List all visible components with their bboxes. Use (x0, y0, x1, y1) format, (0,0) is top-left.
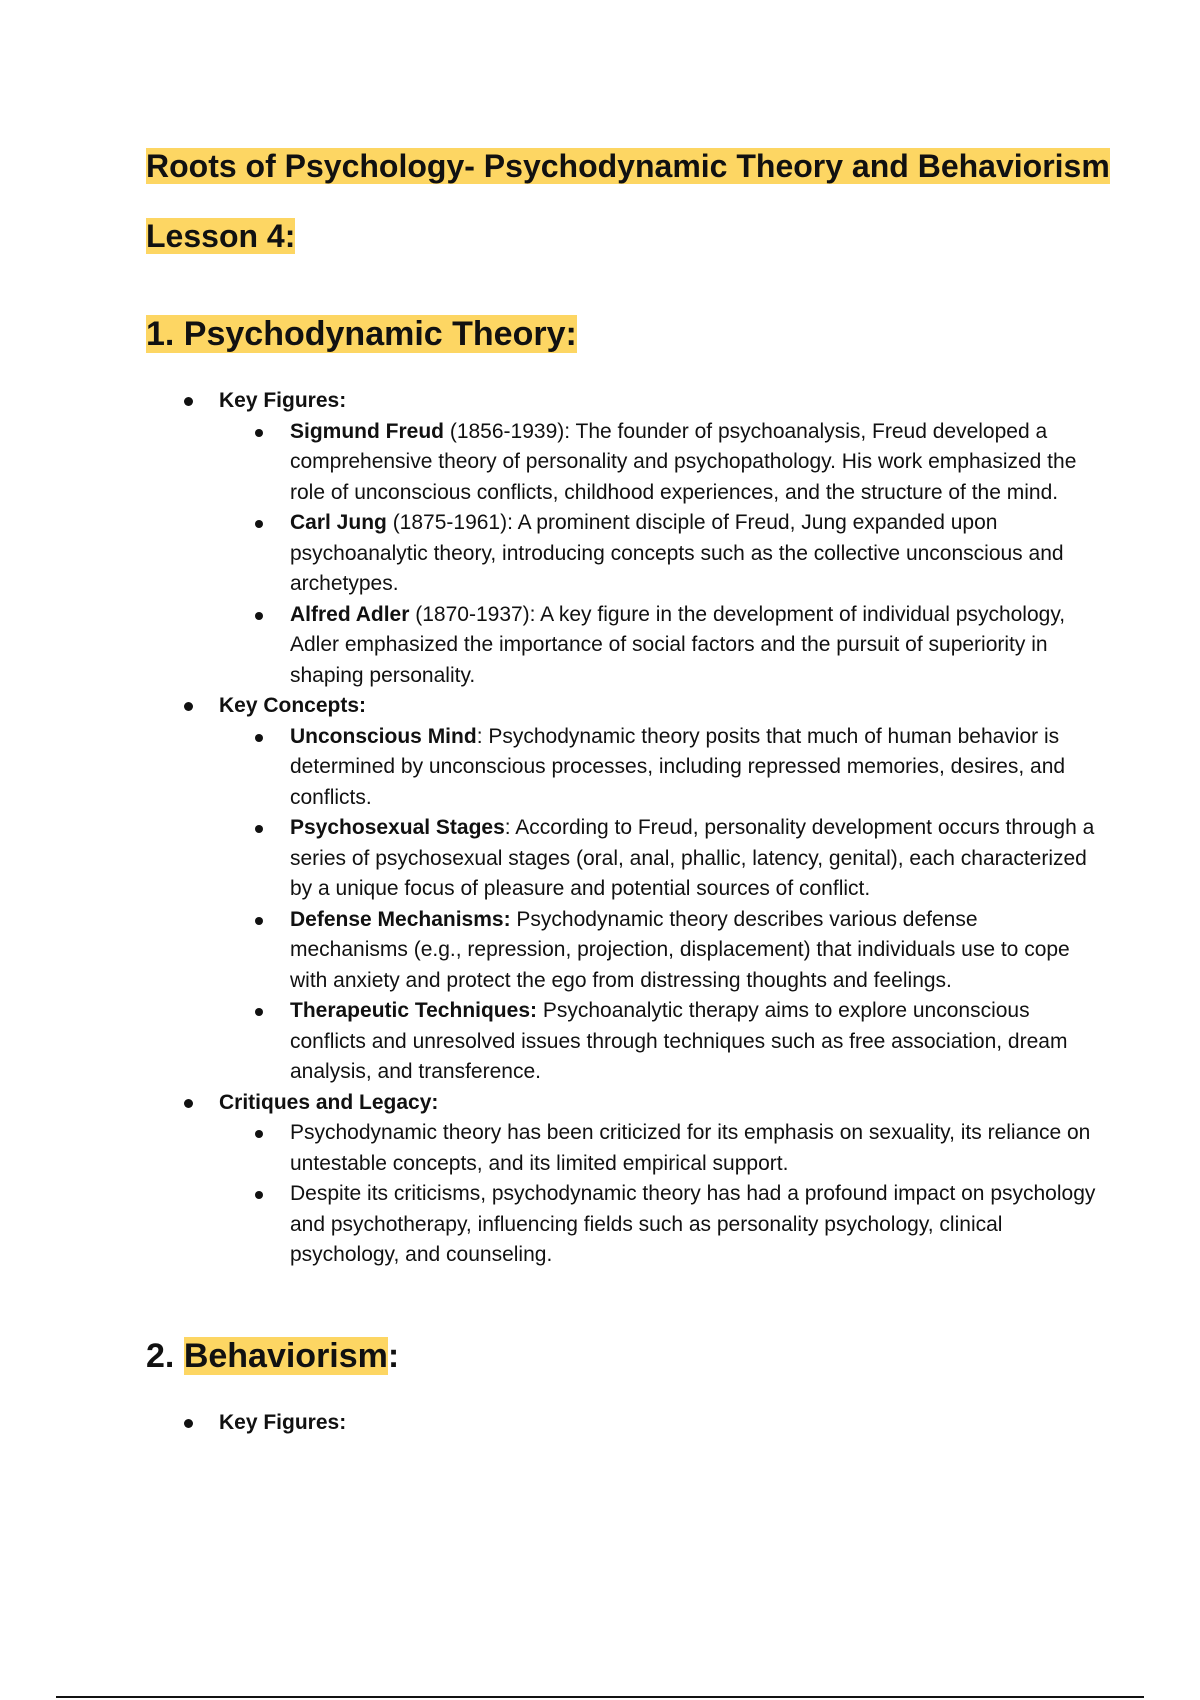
behaviorism-key-figures-item (178, 1408, 1098, 1439)
section-1-heading (146, 313, 577, 355)
list-item (290, 417, 1098, 509)
list-item (290, 813, 1098, 905)
figure-name: Carl Jung (290, 511, 387, 534)
bullet-icon (255, 734, 263, 742)
figure-description: (1875-1961): A prominent disciple of Freud, Jung expanded upon psychoanalytic theory, introducing concepts such as the collective unconscious and archetypes. (290, 511, 1064, 595)
figure-description: (1870-1937): A key figure in the development of individual psychology, Adler emphasized the importance of social factors and the pursuit of superiority in shaping personality. (290, 602, 1066, 687)
bullet-icon (255, 1191, 263, 1199)
key-figures-label: Key Figures: (219, 389, 347, 412)
section-1-heading-text: 1. Psychodynamic Theory: (146, 315, 577, 353)
lesson-label (146, 216, 295, 256)
document-title-text: Roots of Psychology- Psychodynamic Theory and Behaviorism (146, 148, 1110, 184)
section-1-outline (178, 386, 1098, 1271)
concept-name: Unconscious Mind (290, 724, 477, 748)
critique-text: Psychodynamic theory has been criticized for its emphasis on sexuality, its reliance on untestable concepts, and its limited empirical support. (290, 1121, 1091, 1175)
concept-description: Psychodynamic theory describes various defense mechanisms (e.g., repression, projection, displacement) that individuals use to cope with anxiety and protect the ego from distressing thoughts and feelings. (290, 907, 1070, 992)
concept-name: Psychosexual Stages (290, 816, 505, 839)
key-concepts-list (178, 722, 1098, 1088)
page-bottom-divider (56, 1696, 1144, 1698)
concept-name: Therapeutic Techniques: (290, 999, 537, 1022)
critiques-label: Critiques and Legacy: (219, 1090, 439, 1114)
bullet-icon (255, 1130, 263, 1138)
figure-name: Alfred Adler (290, 602, 410, 626)
section-2-number: 2. (146, 1337, 184, 1375)
section-2-heading (146, 1335, 399, 1377)
section-2-outline (178, 1408, 1098, 1439)
figure-name: Sigmund Freud (290, 419, 444, 443)
list-item (290, 996, 1098, 1088)
document-title (146, 146, 1110, 186)
figure-description: (1856-1939): The founder of psychoanalysis, Freud developed a comprehensive theory of personality and psychopathology. His work emphasized the role of unconscious conflicts, childhood experiences, and the structure of the mind. (290, 419, 1077, 504)
bullet-icon (184, 1419, 193, 1428)
list-item (290, 1118, 1098, 1179)
concept-description: Psychoanalytic therapy aims to explore unconscious conflicts and unresolved issues through techniques such as free association, dream analysis, and transference. (290, 999, 1068, 1083)
key-figures-list (178, 417, 1098, 692)
lesson-label-text: Lesson 4: (146, 218, 296, 254)
key-concepts-item (178, 691, 1098, 722)
bullet-icon (255, 429, 263, 437)
key-figures-item (178, 386, 1098, 417)
bullet-icon (255, 520, 263, 528)
bullet-icon (184, 397, 193, 406)
list-item (290, 1179, 1098, 1271)
bullet-icon (255, 1008, 263, 1016)
bullet-icon (255, 612, 263, 620)
bullet-icon (255, 917, 263, 925)
critique-text: Despite its criticisms, psychodynamic theory has had a profound impact on psychology and psychotherapy, influencing fields such as personality psychology, clinical psychology, and counseling. (290, 1182, 1096, 1266)
critiques-item (178, 1088, 1098, 1119)
list-item (290, 905, 1098, 997)
section-2-heading-word: Behaviorism (183, 1337, 388, 1375)
key-concepts-label: Key Concepts: (219, 694, 367, 717)
bullet-icon (184, 702, 193, 711)
list-item (290, 508, 1098, 600)
behaviorism-key-figures-label: Key Figures: (219, 1411, 347, 1434)
bullet-icon (255, 825, 263, 833)
list-item (290, 600, 1098, 692)
concept-description: : According to Freud, personality development occurs through a series of psychosexual stages (oral, anal, phallic, latency, genital), each characterized by a unique focus of pleasure and potential sources of conflict. (290, 816, 1095, 900)
concept-name: Defense Mechanisms: (290, 907, 511, 931)
section-2-colon: : (387, 1337, 400, 1375)
concept-description: : Psychodynamic theory posits that much of human behavior is determined by unconscious processes, including repressed memories, desires, and conflicts. (290, 724, 1066, 809)
critiques-list (178, 1118, 1098, 1271)
list-item (290, 722, 1098, 814)
bullet-icon (184, 1099, 193, 1108)
